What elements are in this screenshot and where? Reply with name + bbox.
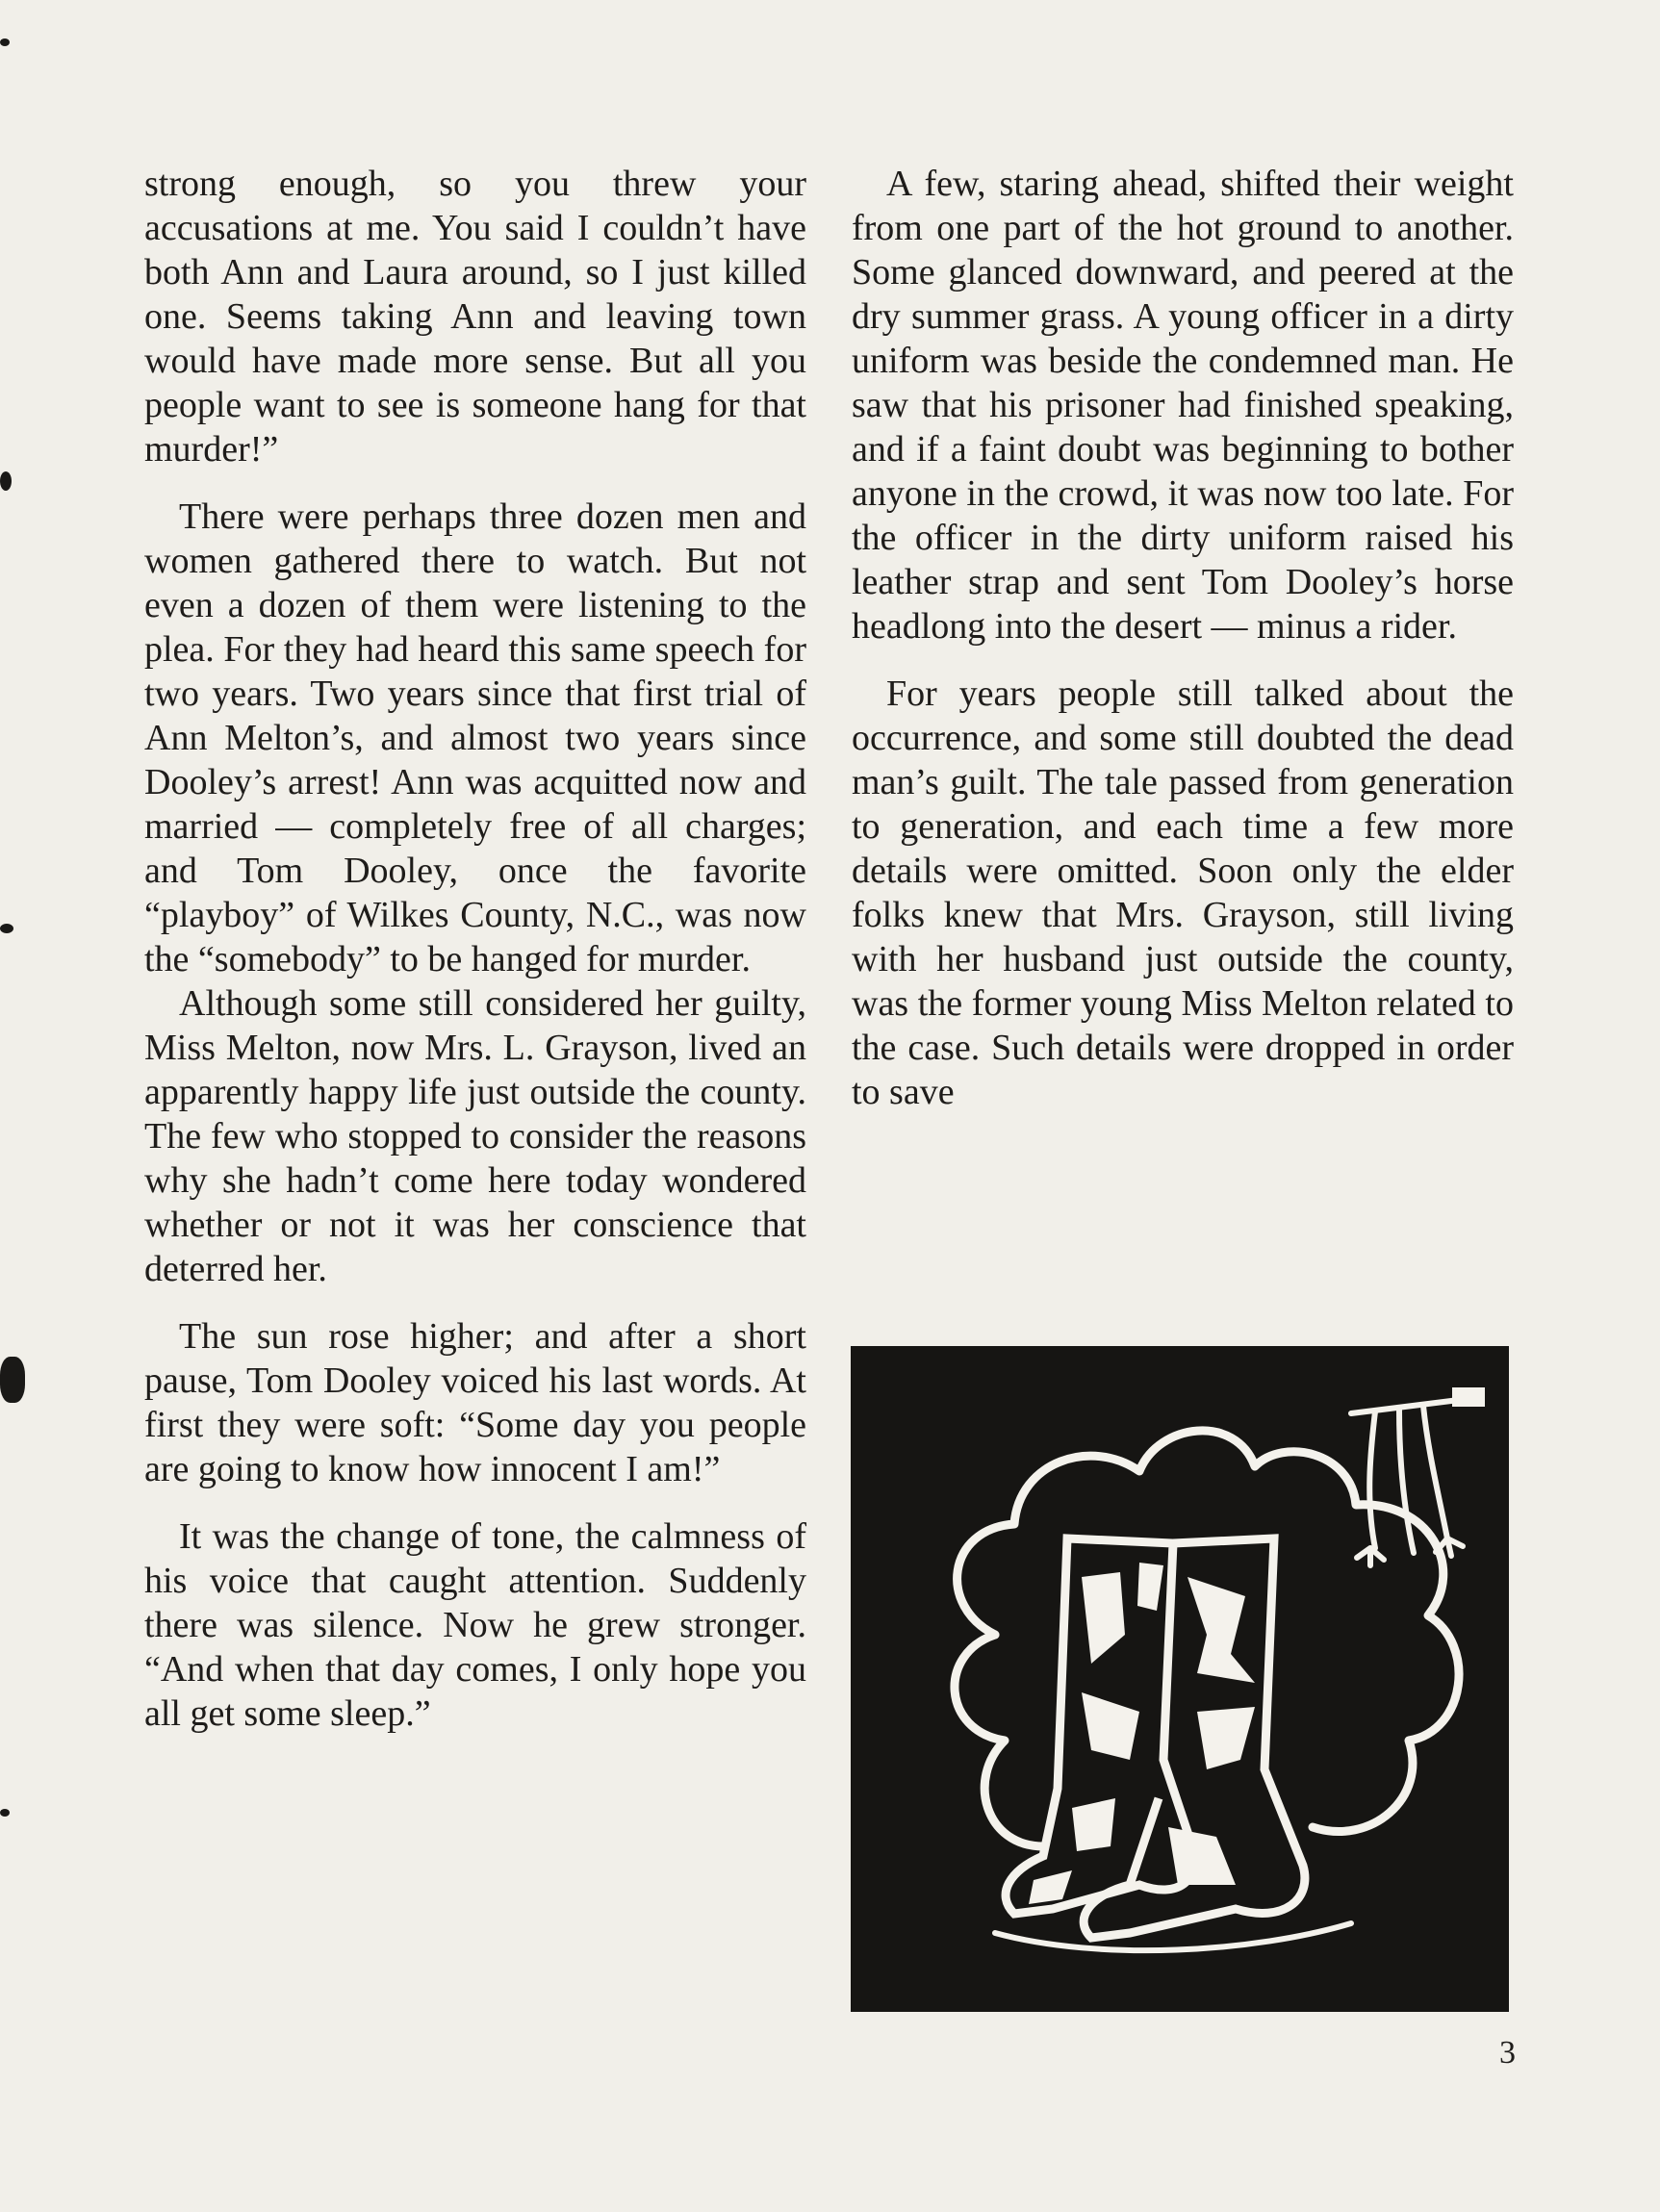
left-text-column bbox=[144, 162, 806, 1736]
paragraph: The sun rose higher; and after a short pause, Tom Dooley voiced his last words. At first they were soft: “Some day you people are going to know how innocent I am!” bbox=[144, 1316, 806, 1489]
paragraph: Although some still considered her guilty, Miss Melton, now Mrs. L. Grayson, lived an apparently happy life just outside the county. The few who stopped to consider the reasons why she hadn’t come here today wondered whether or not it was her conscience that deterred her. bbox=[144, 983, 806, 1289]
binding-mark bbox=[0, 1809, 10, 1817]
page-number: 3 bbox=[1499, 2035, 1516, 2071]
binding-mark bbox=[0, 1357, 25, 1403]
paragraph: For years people still talked about the occurrence, and some still doubted the dead man’s guilt. The tale passed from generation to generation, and each time a few more details were omitted. Soon only the elder folks knew that Mrs. Grayson, still living with her husband just outside the county, was the former young Miss Melton related to the case. Such details were dropped in order to save bbox=[852, 674, 1514, 1112]
right-text-column bbox=[852, 162, 1514, 1114]
binding-mark bbox=[0, 38, 10, 46]
paragraph: strong enough, so you threw your accusations at me. You said I couldn’t have both Ann and Laura around, so I just killed one. Seems taking Ann and leaving town would have made more sense. But all you people want to see is someone hang for that murder!” bbox=[144, 164, 806, 470]
cloud-outline bbox=[955, 1635, 1043, 1846]
boots-woodcut-image bbox=[851, 1346, 1509, 2012]
paragraph: A few, staring ahead, shifted their weight from one part of the hot ground to another. Some glanced downward, and peered at the dry summer grass. A young officer in a dirty uniform was beside the condemned man. He saw that his prisoner had finished speaking, and if a faint doubt was beginning to bother anyone in the crowd, it was now too late. For the officer in the dirty uniform raised his leather strap and sent Tom Dooley’s horse headlong into the desert — minus a rider. bbox=[852, 164, 1514, 647]
paragraph: It was the change of tone, the calmness of his voice that caught attention. Suddenly there was silence. Now he grew stronger. “And when that day comes, I only hope you all get some sleep.” bbox=[144, 1516, 806, 1734]
binding-mark bbox=[0, 924, 13, 933]
boots-illustration bbox=[851, 1346, 1509, 2012]
binding-mark bbox=[0, 471, 12, 491]
spurs-hanging bbox=[1351, 1390, 1482, 1565]
boots-shapes bbox=[1006, 1538, 1305, 1938]
paragraph: There were perhaps three dozen men and women gathered there to watch. But not even a dozen of them were listening to the plea. For they had heard this same speech for two years. Two years since that first trial of Ann Melton’s, and almost two years since Dooley’s arrest! Ann was acquitted now and married — completely free of all charges; and Tom Dooley, once the favorite “playboy” of Wilkes County, N.C., was now the “somebody” to be hanged for murder. bbox=[144, 496, 806, 979]
